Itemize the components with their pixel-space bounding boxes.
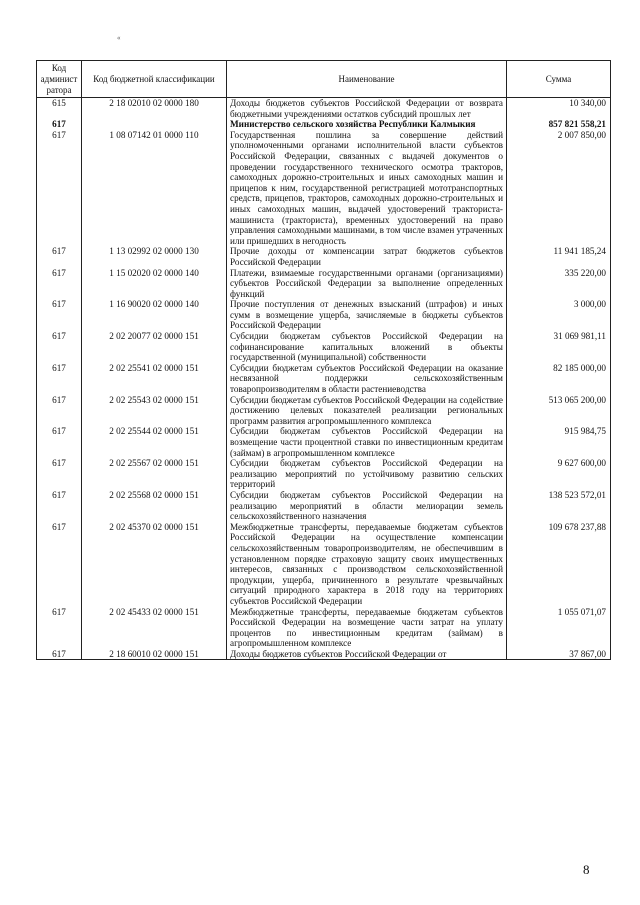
admin-code-cell: 617 [37, 363, 82, 395]
name-cell: Межбюджетные трансферты, передаваемые бюджетам субъектов Российской Федерации на возмещение части затрат на уплату процентов по инвестиционным кредитам (займам) в агропромышленном комплексе [227, 607, 507, 649]
table-row [37, 119, 611, 130]
sum-cell: 138 523 572,01 [507, 490, 611, 522]
sum-cell: 109 678 237,88 [507, 522, 611, 607]
admin-code-cell: 617 [37, 395, 82, 427]
admin-code-cell: 617 [37, 649, 82, 660]
name-cell: Государственная пошлина за совершение действий уполномоченными органами исполнительной власти субъектов Российской Федерации, связанных с выдачей документов о проведении государственного технического осмотра тракторов, самоходных дорожно-строительных и иных самоходных машин и прицепов к ним, государственной регистрацией мототранспортных средств, прицепов, тракторов, самоходных дорожно-строительных и иных самоходных машин, выдачей удостоверений тракториста-машиниста (тракториста), временных удостоверений на право управления самоходными машинами, в том числе взамен утраченных или пришедших в негодность [227, 130, 507, 247]
sum-cell: 9 627 600,00 [507, 458, 611, 490]
name-cell: Прочие поступления от денежных взысканий (штрафов) и иных сумм в возмещение ущерба, зачисляемые в бюджеты субъектов Российской Федерации [227, 299, 507, 331]
sum-cell: 37 867,00 [507, 649, 611, 660]
table-row [37, 607, 611, 649]
budget-code-cell: 2 02 25541 02 0000 151 [82, 363, 227, 395]
budget-code-cell: 1 13 02992 02 0000 130 [82, 246, 227, 267]
budget-revenue-table [36, 60, 611, 660]
name-cell: Субсидии бюджетам субъектов Российской Федерации на возмещение части процентной ставки по инвестиционным кредитам (займам) в агропромышленном комплексе [227, 426, 507, 458]
table-row [37, 331, 611, 363]
table-row [37, 98, 611, 120]
table-body [37, 98, 611, 660]
table-row [37, 490, 611, 522]
admin-code-cell: 617 [37, 246, 82, 267]
page-number: 8 [583, 862, 590, 877]
sum-cell: 3 000,00 [507, 299, 611, 331]
sum-cell: 10 340,00 [507, 98, 611, 120]
admin-code-cell: 617 [37, 268, 82, 300]
budget-code-cell: 2 02 25544 02 0000 151 [82, 426, 227, 458]
name-cell: Прочие доходы от компенсации затрат бюджетов субъектов Российской Федерации [227, 246, 507, 267]
table-row [37, 458, 611, 490]
admin-code-cell: 617 [37, 331, 82, 363]
table-row [37, 426, 611, 458]
admin-code-cell: 617 [37, 299, 82, 331]
header-name: Наименование [227, 61, 507, 98]
budget-code-cell: 2 18 60010 02 0000 151 [82, 649, 227, 660]
table-row [37, 395, 611, 427]
sum-cell: 857 821 558,21 [507, 119, 611, 130]
table-row [37, 299, 611, 331]
header-budget-code: Код бюджетной классификации [82, 61, 227, 98]
budget-code-cell: 2 18 02010 02 0000 180 [82, 98, 227, 120]
budget-code-cell: 2 02 45370 02 0000 151 [82, 522, 227, 607]
table-header-row [37, 61, 611, 98]
sum-cell: 31 069 981,11 [507, 331, 611, 363]
sum-cell: 82 185 000,00 [507, 363, 611, 395]
name-cell: Межбюджетные трансферты, передаваемые бюджетам субъектов Российской Федерации на осуществление компенсации сельскохозяйственным товаропроизводителям, не обеспечившим в установленном порядке страховую защиту своих имущественных интересов, связанных с производством сельскохозяйственной продукции, ущерба, причиненного в результате чрезвычайных ситуаций природного характера в 2018 году на территориях субъектов Российской Федерации [227, 522, 507, 607]
budget-code-cell [82, 119, 227, 130]
admin-code-cell: 617 [37, 426, 82, 458]
name-cell: Доходы бюджетов субъектов Российской Федерации от [227, 649, 507, 660]
name-cell: Субсидии бюджетам субъектов Российской Федерации на реализацию мероприятий по устойчивому развитию сельских территорий [227, 458, 507, 490]
name-cell: Министерство сельского хозяйства Республики Калмыкия [227, 119, 507, 130]
table-row [37, 246, 611, 267]
budget-code-cell: 2 02 45433 02 0000 151 [82, 607, 227, 649]
sum-cell: 513 065 200,00 [507, 395, 611, 427]
budget-code-cell: 2 02 20077 02 0000 151 [82, 331, 227, 363]
name-cell: Субсидии бюджетам субъектов Российской Федерации на реализацию мероприятий в области мелиорации земель сельскохозяйственного назначения [227, 490, 507, 522]
table-row [37, 522, 611, 607]
sum-cell: 11 941 185,24 [507, 246, 611, 267]
admin-code-cell: 617 [37, 607, 82, 649]
name-cell: Субсидии бюджетам субъектов Российской Федерации на содействие достижению целевых показателей реализации региональных программ развития агропромышленного комплекса [227, 395, 507, 427]
table-row [37, 649, 611, 660]
name-cell: Субсидии бюджетам субъектов Российской Федерации на софинансирование капитальных вложений в объекты государственной (муниципальной) собственности [227, 331, 507, 363]
budget-code-cell: 2 02 25568 02 0000 151 [82, 490, 227, 522]
header-admin-code: Код админист ратора [37, 61, 82, 98]
scan-mark: « [117, 34, 121, 42]
name-cell: Субсидии бюджетам субъектов Российской Федерации на оказание несвязанной поддержки сельскохозяйственным товаропроизводителям в области растениеводства [227, 363, 507, 395]
table-row [37, 130, 611, 247]
admin-code-cell: 617 [37, 130, 82, 247]
sum-cell: 335 220,00 [507, 268, 611, 300]
sum-cell: 915 984,75 [507, 426, 611, 458]
name-cell: Доходы бюджетов субъектов Российской Федерации от возврата бюджетными учреждениями остатков субсидий прошлых лет [227, 98, 507, 120]
table-row [37, 268, 611, 300]
sum-cell: 2 007 850,00 [507, 130, 611, 247]
admin-code-cell: 617 [37, 522, 82, 607]
header-sum: Сумма [507, 61, 611, 98]
admin-code-cell: 615 [37, 98, 82, 120]
admin-code-cell: 617 [37, 458, 82, 490]
budget-code-cell: 1 08 07142 01 0000 110 [82, 130, 227, 247]
budget-code-cell: 2 02 25543 02 0000 151 [82, 395, 227, 427]
admin-code-cell: 617 [37, 119, 82, 130]
budget-code-cell: 2 02 25567 02 0000 151 [82, 458, 227, 490]
budget-code-cell: 1 15 02020 02 0000 140 [82, 268, 227, 300]
table-row [37, 363, 611, 395]
name-cell: Платежи, взимаемые государственными органами (организациями) субъектов Российской Федерации за выполнение определенных функций [227, 268, 507, 300]
admin-code-cell: 617 [37, 490, 82, 522]
sum-cell: 1 055 071,07 [507, 607, 611, 649]
budget-code-cell: 1 16 90020 02 0000 140 [82, 299, 227, 331]
